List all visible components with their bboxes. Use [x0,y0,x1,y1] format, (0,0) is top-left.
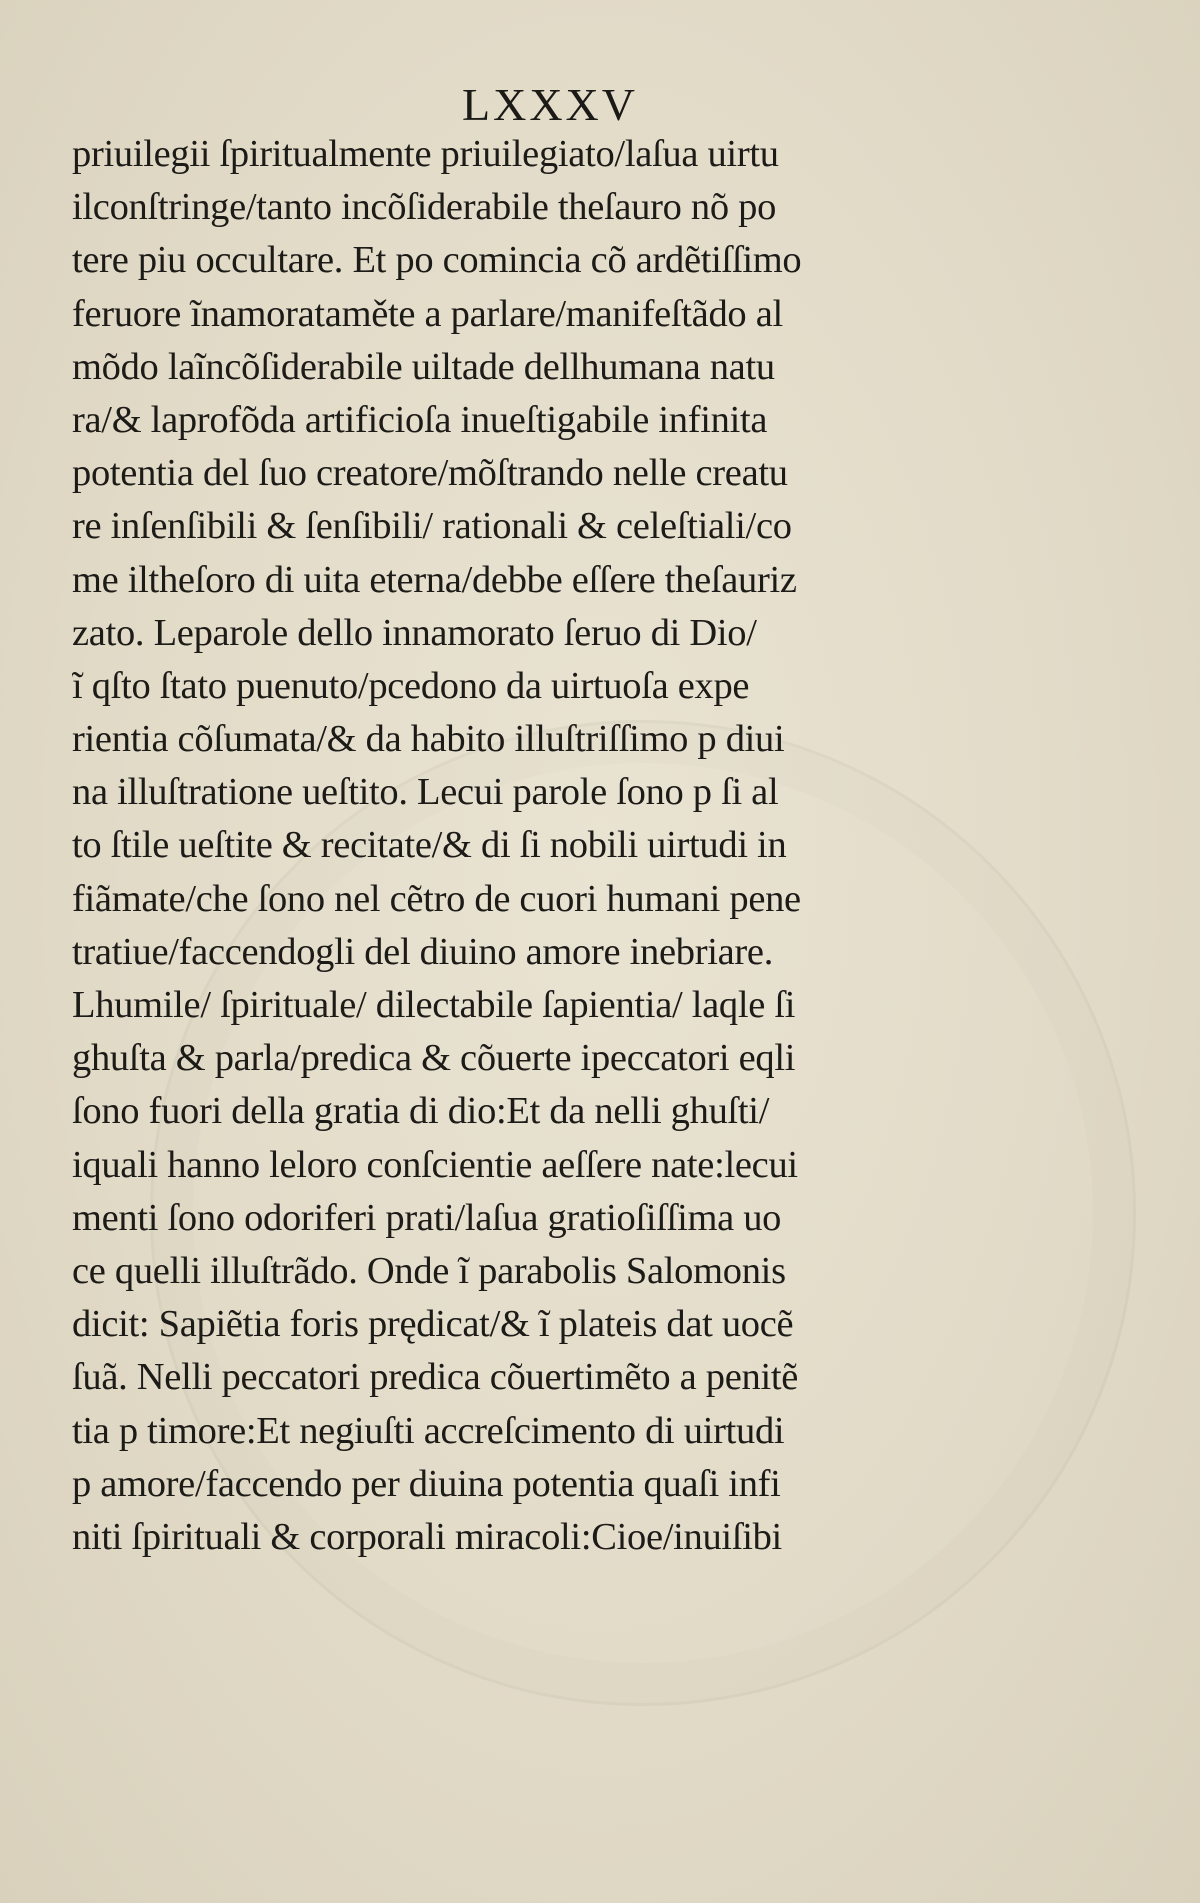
text-line: mõdo laĩncõſiderabile uiltade dellhumana natu [72,345,775,388]
folio-number [0,78,1100,131]
text-line: ce quelli illuſtrãdo. Onde ĩ parabolis Salomonis [72,1249,786,1292]
text-line: ĩ qſto ſtato puenuto/pcedono da uirtuoſa expe [72,664,750,707]
text-line: rientia cõſumata/& da habito illuſtriſſimo p diui [72,718,785,761]
text-line: me iltheſoro di uita eterna/debbe eſſere theſauriz [72,558,797,601]
text-line: Lhumile/ ſpirituale/ dilectabile ſapientia/ laqle ſi [72,984,796,1026]
text-line: tia p timore:Et negiuſti accreſcimento di uirtudi [72,1409,785,1452]
text-line: feruore ĩnamorataměte a parlare/manifeſtãdo al [72,292,783,335]
text-line: ilconſtringe/tanto incõſiderabile theſauro nõ po [72,186,777,229]
text-line: potentia del ſuo creatore/mõſtrando nelle creatu [72,452,788,495]
text-line: fiãmate/che ſono nel cẽtro de cuori humani pene [72,877,801,920]
text-line: ſono fuori della gratia di dio:Et da nelli ghuſti/ [72,1090,770,1133]
text-line: tere piu occultare. Et po comincia cõ ardẽtiſſimo [72,239,802,282]
text-line: tratiue/faccendogli del diuino amore inebriare. [72,930,774,973]
text-line: p amore/faccendo per diuina potentia quaſi infi [72,1462,781,1505]
text-line: ghuſta & parla/predica & cõuerte ipeccatori eqli [72,1037,796,1080]
text-line: priuilegii ſpiritualmente priuilegiato/laſua uirtu [72,133,779,175]
text-line: ſuã. Nelli peccatori predica cõuertimẽto a penitẽ [72,1356,799,1399]
text-line: iquali hanno leloro conſcientie aeſſere nate:lecui [72,1143,798,1186]
text-line: na illuſtratione ueſtito. Lecui parole ſono p ſi al [72,771,779,814]
text-line: dicit: Sapiẽtia foris prędicat/& ĩ plateis dat uocẽ [72,1303,794,1346]
folio-number-text: LXXXV [462,79,638,130]
text-line: to ſtile ueſtite & recitate/& di ſi nobili uirtudi in [72,824,787,867]
text-line: menti ſono odoriferi prati/laſua gratioſiſſima uo [72,1196,782,1239]
text-line: re inſenſibili & ſenſibili/ rationali & celeſtiali/co [72,505,792,548]
text-line: ra/& laprofõda artificioſa inueſtigabile infinita [72,398,768,441]
text-line: zato. Leparole dello innamorato ſeruo di Dio/ [72,611,757,654]
text-line: niti ſpirituali & corporali miracoli:Cioe/inuiſibi [72,1515,782,1558]
text-block [72,128,942,1564]
